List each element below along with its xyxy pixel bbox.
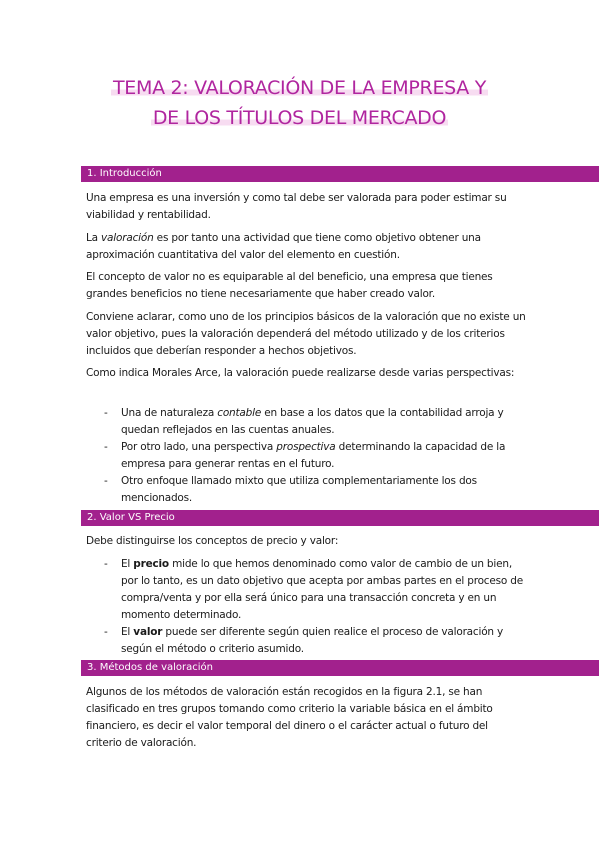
list-item: - El valor puede ser diferente según quien realice el proceso de valoración y según el método o criterio asumido. [104, 626, 504, 655]
paragraph: Como indica Morales Arce, la valoración puede realizarse desde varias perspectivas: [86, 367, 515, 379]
paragraph: El concepto de valor no es equiparable al del beneficio, una empresa que tienes grandes beneficios no tiene necesariamente que haber creado valor. [86, 271, 493, 300]
list-item: - Por otro lado, una perspectiva prospectiva determinando la capacidad de la empresa para generar rentas en el futuro. [104, 441, 506, 470]
section-heading-valor-vs-precio: 2. Valor VS Precio [81, 510, 599, 526]
paragraph: La valoración es por tanto una actividad que tiene como objetivo obtener una aproximación cuantitativa del valor del elemento en cuestión. [86, 232, 481, 261]
list-item: - Una de naturaleza contable en base a los datos que la contabilidad arroja y quedan reflejados en las cuentas anuales. [104, 407, 504, 436]
section-heading-metodos-de-valoracion: 3. Métodos de valoración [81, 660, 599, 676]
title-line-1: TEMA 2: VALORACIÓN DE LA EMPRESA Y [112, 77, 487, 99]
paragraph: Debe distinguirse los conceptos de precio y valor: [86, 535, 339, 547]
title-line-2: DE LOS TÍTULOS DEL MERCADO [152, 107, 447, 129]
list-item: - Otro enfoque llamado mixto que utiliza complementariamente los dos mencionados. [104, 475, 477, 504]
bullet-list [86, 405, 526, 507]
document-title [0, 78, 599, 128]
bullet-list [86, 556, 526, 658]
paragraph: Algunos de los métodos de valoración están recogidos en la figura 2.1, se han clasificado en tres grupos tomando como criterio la variable básica en el ámbito financiero, es decir el valor temporal del dinero o el carácter actual o futuro del criterio de valoración. [86, 686, 493, 749]
section-heading-introduccion: 1. Introducción [81, 166, 599, 182]
paragraph: Una empresa es una inversión y como tal debe ser valorada para poder estimar su viabilidad y rentabilidad. [86, 192, 507, 221]
emphasis: valoración [101, 232, 154, 244]
list-item: - El precio mide lo que hemos denominado como valor de cambio de un bien, por lo tanto, es un dato objetivo que acepta por ambas partes en el proceso de compra/venta y por ella será único para una transacción concreta y en un momento determinado. [104, 558, 524, 621]
paragraph: Conviene aclarar, como uno de los principios básicos de la valoración que no existe un valor objetivo, pues la valoración dependerá del método utilizado y de los criterios incluidos que deberían responder a hechos objetivos. [86, 311, 526, 357]
